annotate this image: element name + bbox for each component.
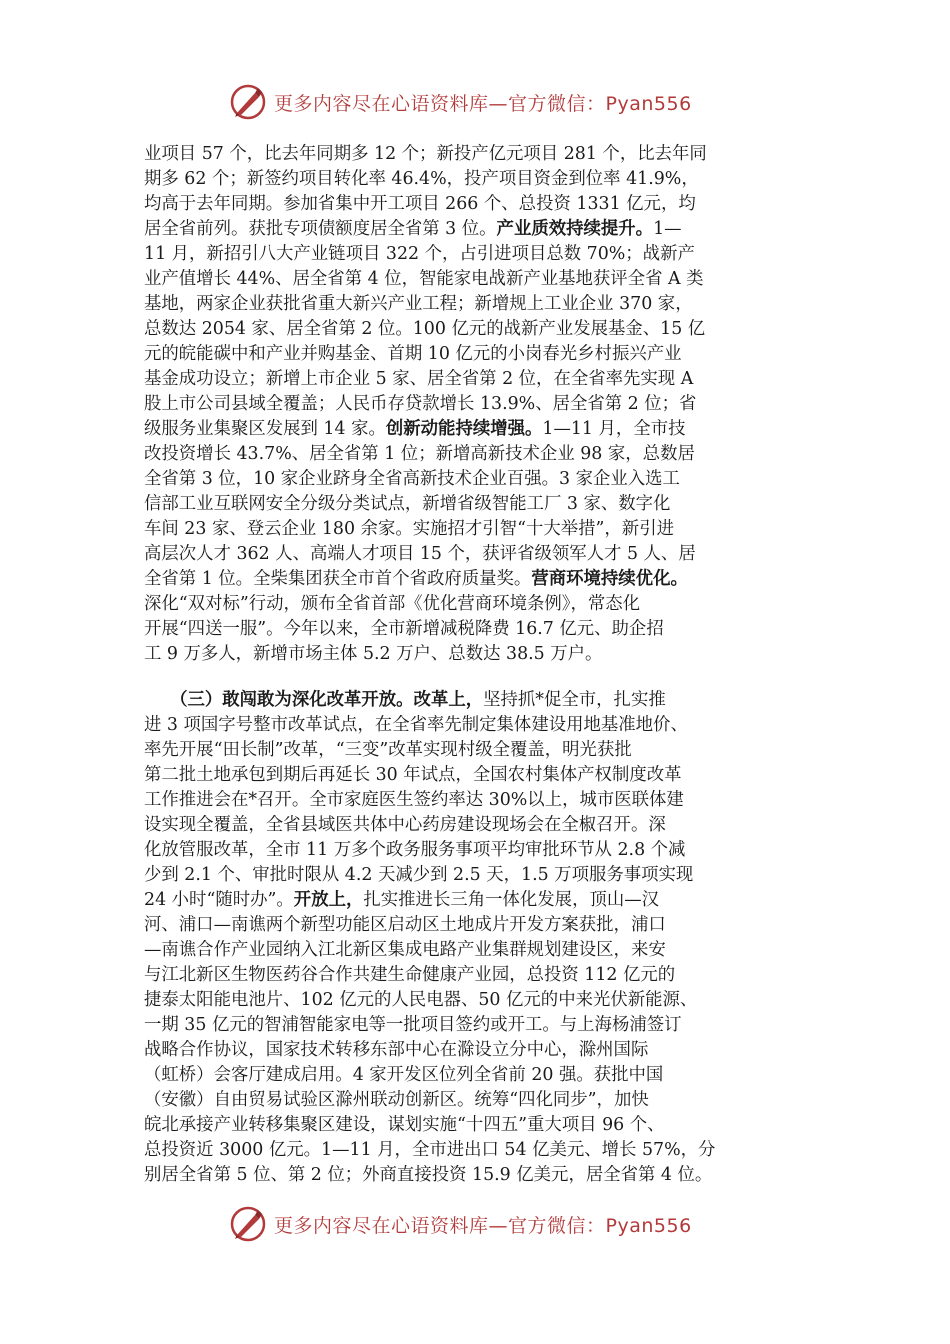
text-line (144, 1063, 816, 1088)
text-segment: 24 小时“随时办”。 (144, 890, 294, 910)
text-line (144, 392, 816, 417)
paragraph-gap (144, 667, 816, 688)
text-segment: 车间 23 家、登云企业 180 余家。实施招才引智“十大举措”，新引进 (144, 519, 674, 539)
bold-heading-segment: 产业质效持续提升。 (496, 219, 654, 239)
text-segment: 全省第 3 位，10 家企业跻身全省高新技术企业百强。3 家企业入选工 (144, 469, 680, 489)
paragraph (144, 688, 816, 1188)
text-segment: 级服务业集聚区发展到 14 家。 (144, 419, 386, 439)
text-line (144, 367, 816, 392)
text-segment: 一期 35 亿元的智浦智能家电等一批项目签约或开工。与上海杨浦签订 (144, 1015, 682, 1035)
text-line (144, 1038, 816, 1063)
paragraph (144, 142, 816, 667)
text-segment: —南谯合作产业园纳入江北新区集成电路产业集群规划建设区，来安 (144, 940, 666, 960)
pen-logo-icon (228, 1204, 268, 1244)
text-segment: （安徽）自由贸易试验区滁州联动创新区。统筹“四化同步”，加快 (144, 1090, 649, 1110)
text-segment: 深化“双对标”行动，颁布全省首部《优化营商环境条例》，常态化 (144, 594, 641, 614)
text-segment: 开展“四送一服”。今年以来，全市新增减税降费 16.7 亿元、助企招 (144, 619, 664, 639)
text-segment: 业产值增长 44%、居全省第 4 位，智能家电战新产业基地获评全省 A 类 (144, 269, 704, 289)
text-segment: 1—11 月，全市技 (542, 419, 686, 439)
text-segment: 别居全省第 5 位、第 2 位；外商直接投资 15.9 亿美元，居全省第 4 位。 (144, 1165, 713, 1185)
text-line (144, 542, 816, 567)
text-line (144, 292, 816, 317)
text-line (144, 738, 816, 763)
footer-banner (228, 1202, 692, 1246)
text-line (144, 142, 816, 167)
text-line (144, 467, 816, 492)
text-line (144, 913, 816, 938)
text-line (144, 1013, 816, 1038)
text-segment: 基地，两家企业获批省重大新兴产业工程；新增规上工业企业 370 家， (144, 294, 693, 314)
banner-text: 更多内容尽在心语资料库—官方微信：Pyan556 (274, 92, 692, 115)
text-line (144, 617, 816, 642)
text-line (144, 567, 816, 592)
text-segment: 扎实推进长三角一体化发展，顶山—汉 (363, 890, 660, 910)
text-segment: 1— (653, 219, 682, 239)
text-line (144, 342, 816, 367)
text-line (144, 642, 816, 667)
text-segment: 率先开展“田长制”改革，“三变”改革实现村级全覆盖，明光获批 (144, 740, 632, 760)
text-line (144, 1138, 816, 1163)
text-segment: 11 月，新招引八大产业链项目 322 个，占引进项目总数 70%；战新产 (144, 244, 695, 264)
bold-heading-segment: 创新动能持续增强。 (385, 419, 543, 439)
text-line (144, 442, 816, 467)
text-segment: 进 3 项国字号整市改革试点，在全省率先制定集体建设用地基准地价、 (144, 715, 688, 735)
text-segment: 第二批土地承包到期后再延长 30 年试点，全国农村集体产权制度改革 (144, 765, 682, 785)
text-line (144, 863, 816, 888)
text-line (144, 317, 816, 342)
bold-heading-segment: 开放上， (293, 890, 364, 910)
text-segment: 捷泰太阳能电池片、102 亿元的人民电器、50 亿元的中来光伏新能源、 (144, 990, 698, 1010)
text-segment: 工 9 万多人，新增市场主体 5.2 万户、总数达 38.5 万户。 (144, 644, 603, 664)
text-segment: 皖北承接产业转移集聚区建设，谋划实施“十四五”重大项目 96 个、 (144, 1115, 665, 1135)
text-segment: 基金成功设立；新增上市企业 5 家、居全省第 2 位，在全省率先实现 A (144, 369, 694, 389)
text-segment: 少到 2.1 个、审批时限从 4.2 天减少到 2.5 天，1.5 万项服务事项实现 (144, 865, 694, 885)
header-banner (228, 80, 692, 124)
text-line (144, 713, 816, 738)
text-line (144, 1113, 816, 1138)
text-line (144, 592, 816, 617)
text-segment: 战略合作协议，国家技术转移东部中心在滁设立分中心，滁州国际 (144, 1040, 649, 1060)
text-segment: 高层次人才 362 人、高端人才项目 15 个，获评省级领军人才 5 人、居 (144, 544, 696, 564)
text-segment: 工作推进会在*召开。全市家庭医生签约率达 30%以上，城市医联体建 (144, 790, 684, 810)
text-line (144, 167, 816, 192)
banner-text: 更多内容尽在心语资料库—官方微信：Pyan556 (274, 1214, 692, 1237)
text-line (144, 763, 816, 788)
text-line (144, 963, 816, 988)
bold-heading-segment: （三）敢闯敢为深化改革开放。改革上， (144, 690, 484, 710)
text-segment: 全省第 1 位。全柴集团获全市首个省政府质量奖。 (144, 569, 532, 589)
text-segment: （虹桥）会客厅建成启用。4 家开发区位列全省前 20 强。获批中国 (144, 1065, 664, 1085)
text-line (144, 267, 816, 292)
text-segment: 股上市公司县域全覆盖；人民币存贷款增长 13.9%、居全省第 2 位；省 (144, 394, 697, 414)
bold-heading-segment: 营商环境持续优化。 (531, 569, 688, 589)
text-segment: 与江北新区生物医药谷合作共建生命健康产业园，总投资 112 亿元的 (144, 965, 676, 985)
text-segment: 信部工业互联网安全分级分类试点，新增省级智能工厂 3 家、数字化 (144, 494, 671, 514)
text-line (144, 838, 816, 863)
text-line (144, 417, 816, 442)
text-line (144, 1088, 816, 1113)
text-segment: 总数达 2054 家、居全省第 2 位。100 亿元的战新产业发展基金、15 亿 (144, 319, 706, 339)
text-line (144, 888, 816, 913)
text-line (144, 1163, 816, 1188)
text-segment: 居全省前列。获批专项债额度居全省第 3 位。 (144, 219, 497, 239)
text-segment: 均高于去年同期。参加省集中开工项目 266 个、总投资 1331 亿元，均 (144, 194, 696, 214)
text-segment: 改投资增长 43.7%、居全省第 1 位；新增高新技术企业 98 家，总数居 (144, 444, 695, 464)
text-line (144, 192, 816, 217)
text-line (144, 217, 816, 242)
text-line (144, 788, 816, 813)
text-line (144, 938, 816, 963)
text-line (144, 813, 816, 838)
text-segment: 设实现全覆盖，全省县域医共体中心药房建设现场会在全椒召开。深 (144, 815, 666, 835)
document-body (144, 142, 816, 1188)
text-segment: 总投资近 3000 亿元。1—11 月，全市进出口 54 亿美元、增长 57%，分 (144, 1140, 716, 1160)
text-line (144, 242, 816, 267)
pen-logo-icon (228, 82, 268, 122)
text-line (144, 517, 816, 542)
text-segment: 元的皖能碳中和产业并购基金、首期 10 亿元的小岗春光乡村振兴产业 (144, 344, 682, 364)
text-line (144, 688, 816, 713)
text-segment: 化放管服改革，全市 11 万多个政务服务事项平均审批环节从 2.8 个减 (144, 840, 686, 860)
text-segment: 业项目 57 个，比去年同期多 12 个；新投产亿元项目 281 个，比去年同 (144, 144, 707, 164)
text-segment: 期多 62 个；新签约项目转化率 46.4%，投产项目资金到位率 41.9%， (144, 169, 699, 189)
text-line (144, 492, 816, 517)
text-segment: 坚持抓*促全市，扎实推 (483, 690, 666, 710)
text-line (144, 988, 816, 1013)
text-segment: 河、浦口—南谯两个新型功能区启动区土地成片开发方案获批，浦口 (144, 915, 666, 935)
